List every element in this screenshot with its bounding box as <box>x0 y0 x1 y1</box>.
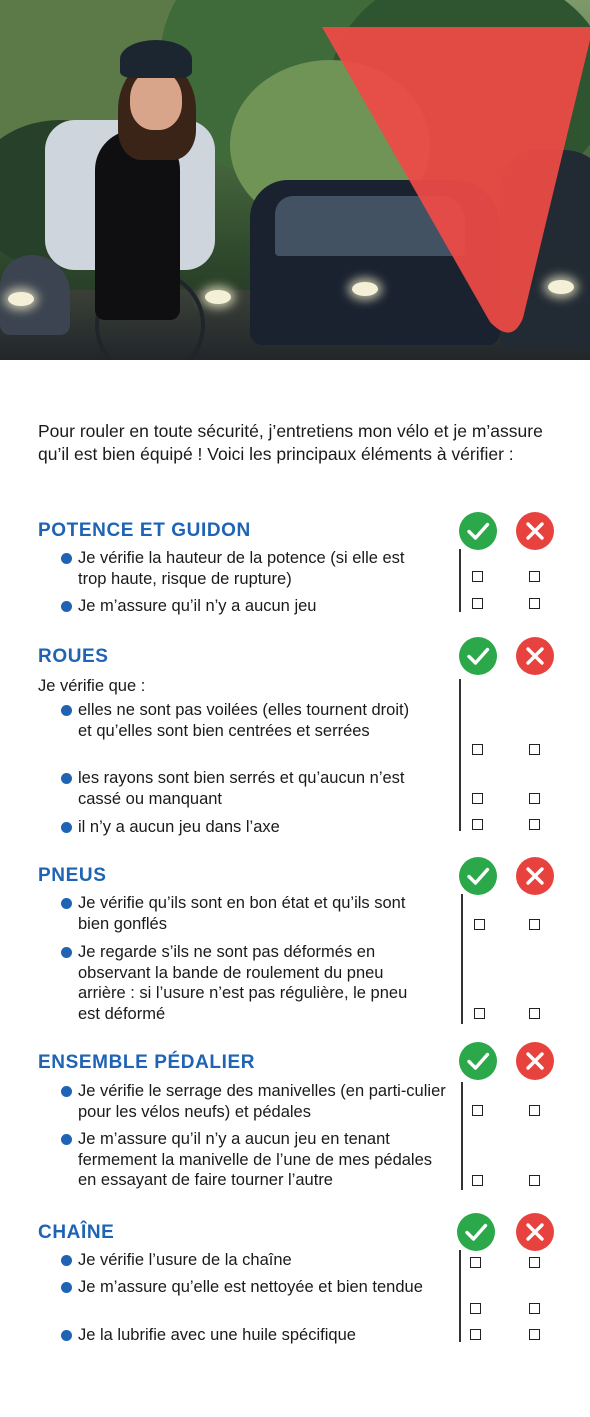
section-title-chaine: CHAÎNE <box>38 1222 115 1243</box>
item-text: Je vérifie l’usure de la chaîne <box>78 1251 292 1269</box>
cross-icon <box>516 512 554 550</box>
bullet-icon <box>61 1086 72 1097</box>
checkbox-ko[interactable] <box>529 571 540 582</box>
item-text: Je m’assure qu’elle est nettoyée et bien tendue <box>78 1278 423 1296</box>
checkbox-ok[interactable] <box>472 819 483 830</box>
checkbox-ko[interactable] <box>529 598 540 609</box>
column-divider <box>459 679 461 831</box>
checkbox-ok[interactable] <box>474 919 485 930</box>
checkbox-ok[interactable] <box>472 598 483 609</box>
list-item <box>78 1129 448 1191</box>
checkbox-ko[interactable] <box>529 1175 540 1186</box>
section-title-pneus: PNEUS <box>38 865 107 886</box>
list-item <box>78 1081 448 1122</box>
checkbox-ko[interactable] <box>529 793 540 804</box>
section-title-roues: ROUES <box>38 646 109 667</box>
item-text: Je regarde s’ils ne sont pas déformés en observant la bande de roulement du pneu arrière : si l’usure n’est pas régulière, le pneu est déformé <box>78 943 408 1023</box>
list-item <box>78 548 423 589</box>
bullet-icon <box>61 1134 72 1145</box>
item-text: Je m’assure qu’il n’y a aucun jeu <box>78 597 317 615</box>
list-item <box>78 942 423 1024</box>
roues-lead-text: Je vérifie que : <box>38 677 146 695</box>
column-divider <box>461 1082 463 1190</box>
bullet-icon <box>61 773 72 784</box>
check-icon <box>459 1042 497 1080</box>
check-icon <box>459 512 497 550</box>
hero-photo <box>0 0 590 360</box>
checkbox-ok[interactable] <box>474 1008 485 1019</box>
cross-icon <box>516 637 554 675</box>
checkbox-ko[interactable] <box>529 1105 540 1116</box>
checkbox-ok[interactable] <box>472 571 483 582</box>
column-divider <box>459 1250 461 1342</box>
checkbox-ko[interactable] <box>529 1008 540 1019</box>
checkbox-ok[interactable] <box>472 793 483 804</box>
list-item <box>78 596 423 617</box>
checkbox-ko[interactable] <box>529 1329 540 1340</box>
item-text: elles ne sont pas voilées (elles tournent droit) et qu’elles sont bien centrées et serrées <box>78 701 410 740</box>
list-item <box>78 768 423 809</box>
item-text: Je m’assure qu’il n’y a aucun jeu en tenant fermement la manivelle de l’une de mes pédales en essayant de faire tourner l’autre <box>78 1130 433 1189</box>
checkbox-ok[interactable] <box>472 1105 483 1116</box>
item-text: Je vérifie qu’ils sont en bon état et qu’ils sont bien gonflés <box>78 894 406 933</box>
list-item <box>78 700 413 741</box>
check-icon <box>459 857 497 895</box>
checkbox-ok[interactable] <box>470 1329 481 1340</box>
bullet-icon <box>61 898 72 909</box>
list-item <box>78 1325 423 1346</box>
bullet-icon <box>61 1330 72 1341</box>
checkbox-ok[interactable] <box>470 1257 481 1268</box>
checkbox-ok[interactable] <box>472 1175 483 1186</box>
red-triangle-shape <box>0 0 590 360</box>
list-item <box>78 1277 423 1298</box>
check-icon <box>457 1213 495 1251</box>
list-item <box>78 817 423 838</box>
checkbox-ko[interactable] <box>529 1303 540 1314</box>
item-text: les rayons sont bien serrés et qu’aucun n’est cassé ou manquant <box>78 769 405 808</box>
section-title-ensemble-pedalier: ENSEMBLE PÉDALIER <box>38 1052 256 1073</box>
check-icon <box>459 637 497 675</box>
item-text: il n’y a aucun jeu dans l’axe <box>78 818 280 836</box>
checkbox-ko[interactable] <box>529 919 540 930</box>
checkbox-ko[interactable] <box>529 819 540 830</box>
bullet-icon <box>61 553 72 564</box>
item-text: Je la lubrifie avec une huile spécifique <box>78 1326 356 1344</box>
cross-icon <box>516 1042 554 1080</box>
item-text: Je vérifie la hauteur de la potence (si elle est trop haute, risque de rupture) <box>78 549 405 588</box>
checkbox-ko[interactable] <box>529 1257 540 1268</box>
bullet-icon <box>61 705 72 716</box>
cross-icon <box>516 1213 554 1251</box>
section-title-potence-guidon: POTENCE ET GUIDON <box>38 520 251 541</box>
list-item <box>78 893 423 934</box>
bullet-icon <box>61 1255 72 1266</box>
item-text: Je vérifie le serrage des manivelles (en parti-culier pour les vélos neufs) et pédales <box>78 1082 446 1121</box>
bullet-icon <box>61 1282 72 1293</box>
checkbox-ok[interactable] <box>472 744 483 755</box>
intro-text: Pour rouler en toute sécurité, j’entretiens mon vélo et je m’assure qu’il est bien équipé ! Voici les principaux éléments à vérifier : <box>38 421 543 464</box>
cross-icon <box>516 857 554 895</box>
bullet-icon <box>61 601 72 612</box>
column-divider <box>459 549 461 612</box>
bullet-icon <box>61 947 72 958</box>
bullet-icon <box>61 822 72 833</box>
column-divider <box>461 894 463 1024</box>
checkbox-ko[interactable] <box>529 744 540 755</box>
list-item <box>78 1250 423 1271</box>
checkbox-ok[interactable] <box>470 1303 481 1314</box>
